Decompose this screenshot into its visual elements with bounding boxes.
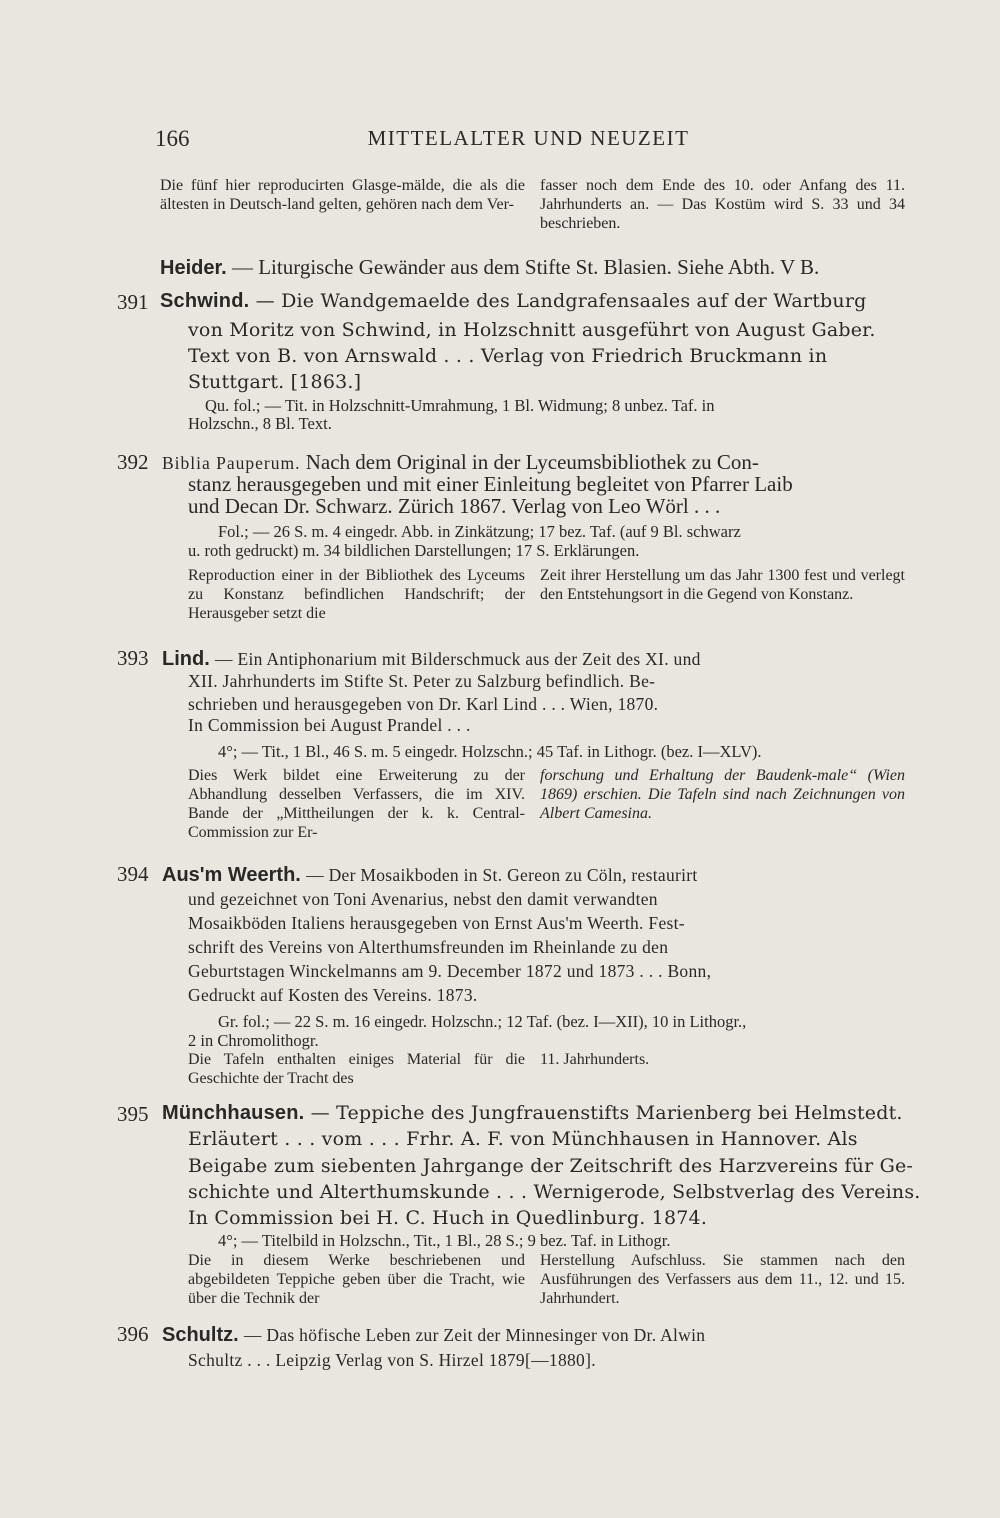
- entry-393-line1: [162, 646, 701, 671]
- entry-395-line4: schichte und Alterthumskunde . . . Wernigerode, Selbstverlag des Vereins.: [188, 1181, 921, 1203]
- entry-395-line2: Erläutert . . . vom . . . Frhr. A. F. von Münchhausen in Hannover. Als: [188, 1128, 858, 1150]
- entry-396-title-1: — Das höfische Leben zur Zeit der Minnesinger von Dr. Alwin: [243, 1325, 706, 1345]
- entry-393-comments: [160, 766, 905, 842]
- entry-395-note1: 4°; — Titelbild in Holzschn., Tit., 1 Bl., 28 S.; 9 bez. Taf. in Lithogr.: [218, 1231, 671, 1250]
- entry-number-396: 396: [117, 1322, 149, 1346]
- entry-394-author: Aus'm Weerth.: [162, 864, 301, 886]
- entry-number-394: 394: [117, 862, 149, 886]
- entry-393-comment-right: forschung und Erhaltung der Baudenk-male“ (Wien 1869) erschien. Die Tafeln sind nach Zeichnungen von Albert Camesina.: [540, 767, 905, 822]
- heider-reference: [160, 255, 819, 280]
- entry-number-393: 393: [117, 646, 149, 670]
- entry-391-line4: Stuttgart. [1863.]: [188, 371, 362, 393]
- entry-395-line5: In Commission bei H. C. Huch in Quedlinburg. 1874.: [188, 1207, 708, 1229]
- entry-392-note2: u. roth gedruckt) m. 34 bildlichen Darstellungen; 17 S. Erklärungen.: [188, 541, 640, 560]
- entry-395-comment-right: Herstellung Aufschluss. Sie stammen nach den Ausführungen des Verfassers aus dem 11., 12. und 15. Jahrhundert.: [540, 1252, 905, 1307]
- entry-number-392: 392: [117, 450, 149, 474]
- note-left: Die fünf hier reproducirten Glasge-mälde, die als die ältesten in Deutsch-land gelten, gehören nach dem Ver-: [160, 177, 525, 213]
- running-title: MITTELALTER UND NEUZEIT: [367, 126, 690, 150]
- entry-395-title-1: — Teppiche des Jungfrauenstifts Marienberg bei Helmstedt.: [310, 1102, 903, 1124]
- entry-392-line2: stanz herausgegeben und mit einer Einleitung begleitet von Pfarrer Laib: [188, 472, 793, 496]
- entry-395-author: Münchhausen.: [162, 1102, 305, 1124]
- entry-393-title-1: — Ein Antiphonarium mit Bilderschmuck aus der Zeit des XI. und: [215, 649, 701, 669]
- entry-392-comment-right: Zeit ihrer Herstellung um das Jahr 1300 fest und verlegt den Entstehungsort in die Gegend von Konstanz.: [540, 567, 905, 603]
- entry-394-line2: und gezeichnet von Toni Avenarius, nebst den damit verwandten: [188, 889, 658, 909]
- entry-396-author: Schultz.: [162, 1324, 239, 1346]
- entry-392-comments: [160, 566, 905, 623]
- entry-396-line1: [162, 1322, 705, 1347]
- entry-393-line2: XII. Jahrhunderts im Stifte St. Peter zu Salzburg befindlich. Be-: [188, 671, 656, 691]
- entry-396-line2: Schultz . . . Leipzig Verlag von S. Hirzel 1879[—1880].: [188, 1350, 596, 1370]
- entry-394-line1: [162, 862, 698, 887]
- entry-392-comment-left: Reproduction einer in der Bibliothek des Lyceums zu Konstanz befindlichen Handschrift; der Herausgeber setzt die: [188, 567, 525, 622]
- entry-391-line1: [160, 290, 866, 313]
- entry-392-text-1: Nach dem Original in der Lyceumsbibliothek zu Con-: [305, 450, 759, 474]
- heider-text: — Liturgische Gewänder aus dem Stifte St. Blasien. Siehe Abth. V B.: [231, 255, 820, 279]
- entry-394-line5: Geburtstagen Winckelmanns am 9. December 1872 und 1873 . . . Bonn,: [188, 961, 712, 981]
- entry-393-line3: schrieben und herausgegeben von Dr. Karl Lind . . . Wien, 1870.: [188, 694, 659, 714]
- entry-394-line6: Gedruckt auf Kosten des Vereins. 1873.: [188, 985, 478, 1005]
- entry-393-comment-left: Dies Werk bildet eine Erweiterung zu der Abhandlung desselben Verfassers, die im XIV. Bande der „Mittheilungen der k. k. Central-Commission zur Er-: [188, 767, 525, 841]
- entry-392-line3: und Decan Dr. Schwarz. Zürich 1867. Verlag von Leo Wörl . . .: [188, 494, 721, 518]
- heider-author: Heider.: [160, 257, 227, 279]
- entry-392-title: Biblia Pauperum.: [162, 453, 301, 473]
- entry-394-comment-right: 11. Jahrhunderts.: [540, 1051, 650, 1068]
- entry-391-line3: Text von B. von Arnswald . . . Verlag von Friedrich Bruckmann in: [188, 345, 828, 367]
- entry-391-title-1: — Die Wandgemaelde des Landgrafensaales auf der Wartburg: [255, 290, 867, 312]
- entry-394-title-1: — Der Mosaikboden in St. Gereon zu Cöln, restaurirt: [306, 865, 698, 885]
- entry-393-author: Lind.: [162, 648, 210, 670]
- top-notes: [160, 176, 905, 233]
- entry-393-line4: In Commission bei August Prandel . . .: [188, 715, 471, 735]
- entry-391-author: Schwind.: [160, 290, 250, 312]
- entry-391-note1: Qu. fol.; — Tit. in Holzschnitt-Umrahmung, 1 Bl. Widmung; 8 unbez. Taf. in: [205, 396, 715, 415]
- entry-number-391: 391: [117, 290, 149, 314]
- entry-395-comments: [160, 1251, 905, 1308]
- entry-393-note1: 4°; — Tit., 1 Bl., 46 S. m. 5 eingedr. Holzschn.; 45 Taf. in Lithogr. (bez. I—XLV).: [218, 742, 762, 761]
- page-number: 166: [155, 126, 190, 151]
- entry-394-note1: Gr. fol.; — 22 S. m. 16 eingedr. Holzschn.; 12 Taf. (bez. I—XII), 10 in Lithogr.,: [218, 1012, 747, 1031]
- entry-number-395: 395: [117, 1102, 149, 1126]
- page-header: [155, 126, 902, 156]
- entry-392-note1: Fol.; — 26 S. m. 4 eingedr. Abb. in Zinkätzung; 17 bez. Taf. (auf 9 Bl. schwarz: [218, 522, 741, 541]
- entry-394-line3: Mosaikböden Italiens herausgegeben von Ernst Aus'm Weerth. Fest-: [188, 913, 685, 933]
- entry-391-line2: von Moritz von Schwind, in Holzschnitt ausgeführt von August Gaber.: [188, 319, 876, 341]
- note-right: fasser noch dem Ende des 10. oder Anfang des 11. Jahrhunderts an. — Das Kostüm wird S. 33 und 34 beschrieben.: [540, 177, 905, 232]
- entry-394-note2: 2 in Chromolithogr.: [188, 1031, 319, 1050]
- entry-394-line4: schrift des Vereins von Alterthumsfreunden im Rheinlande zu den: [188, 937, 669, 957]
- entry-395-comment-left: Die in diesem Werke beschriebenen und abgebildeten Teppiche geben über die Tracht, wie über die Technik der: [188, 1252, 525, 1307]
- entry-394-comment-left: Die Tafeln enthalten einiges Material für die Geschichte der Tracht des: [188, 1051, 525, 1087]
- entry-395-line3: Beigabe zum siebenten Jahrgange der Zeitschrift des Harzvereins für Ge-: [188, 1155, 914, 1177]
- entry-394-comments: [160, 1050, 905, 1088]
- entry-395-line1: [162, 1102, 903, 1125]
- entry-391-note2: Holzschn., 8 Bl. Text.: [188, 414, 332, 433]
